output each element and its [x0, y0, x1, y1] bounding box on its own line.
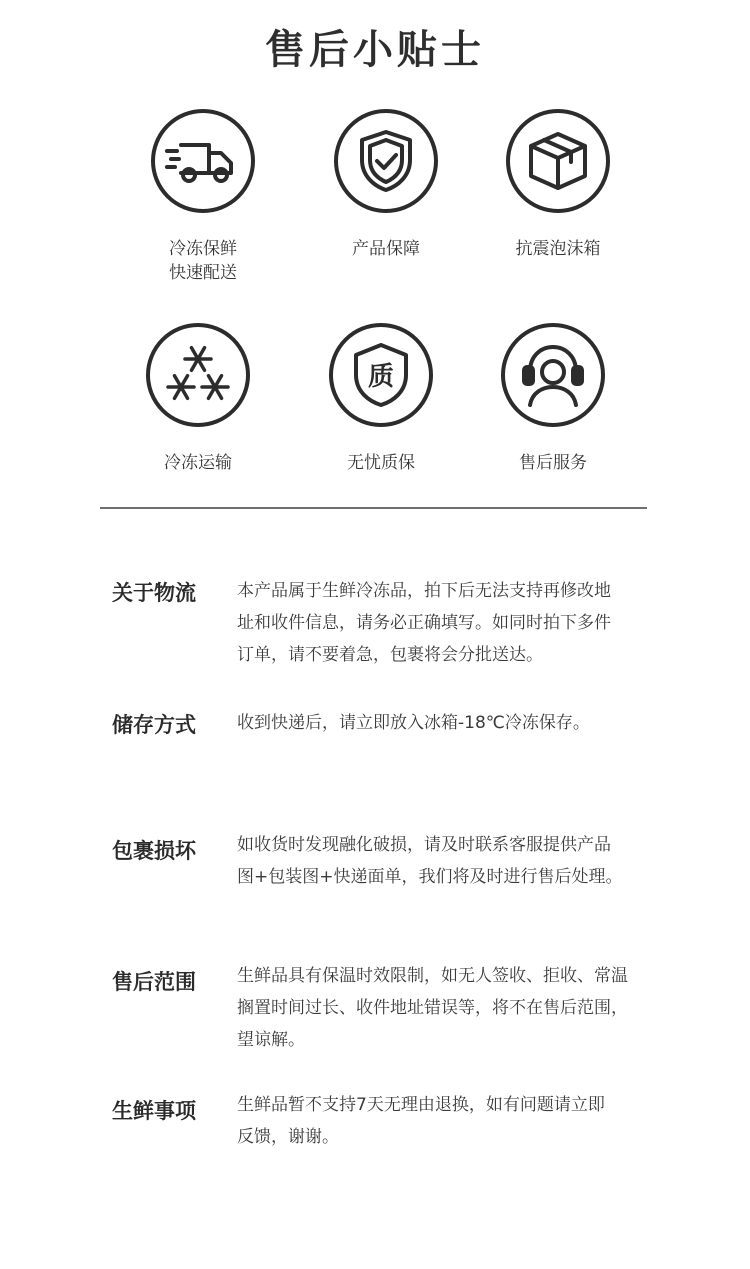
info-text: 生鲜品暂不支持7天无理由退换，如有问题请立即 反馈，谢谢。 [237, 1095, 605, 1147]
info-heading: 包裹损坏 [112, 839, 196, 863]
feature-icon-circle [501, 323, 605, 427]
feature-product-guarantee [286, 109, 486, 261]
info-heading: 关于物流 [112, 581, 196, 605]
quality-badge-text: 质 [367, 362, 395, 392]
info-text: 本产品属于生鲜冷冻品，拍下后无法支持再修改地 址和收件信息，请务必正确填写。如同时拍下多件 订单，请不要着急，包裹将会分批送达。 [237, 581, 611, 665]
feature-icon-circle [329, 323, 433, 427]
info-heading: 售后范围 [112, 970, 196, 994]
page-title: 售后小贴士 [265, 27, 485, 73]
feature-label: 无忧质保 [347, 453, 415, 473]
section-divider [100, 507, 647, 509]
feature-label: 抗震泡沫箱 [515, 239, 601, 259]
info-text: 生鲜品具有保温时效限制，如无人签收、拒收、常温 搁置时间过长、收件地址错误等，将不在售后范围， 望谅解。 [237, 966, 628, 1050]
headset-service-icon [516, 341, 590, 409]
info-heading: 生鲜事项 [112, 1099, 196, 1123]
info-heading: 储存方式 [112, 713, 196, 737]
feature-foam-box [458, 109, 658, 261]
feature-label: 售后服务 [519, 453, 587, 473]
feature-icon-circle [146, 323, 250, 427]
info-text: 如收货时发现融化破损，请及时联系客服提供产品 图+包装图+快递面单，我们将及时进行售后处理。 [237, 835, 623, 887]
feature-label: 冷冻保鲜 快速配送 [169, 239, 237, 283]
info-text: 收到快递后，请立即放入冰箱-18℃冷冻保存。 [237, 713, 590, 733]
feature-cold-delivery [103, 109, 303, 285]
snowflake-icon [161, 342, 235, 408]
feature-icon-circle [151, 109, 255, 213]
feature-label: 冷冻运输 [164, 453, 232, 473]
feature-cold-transport [98, 323, 298, 475]
shield-check-icon [356, 128, 416, 194]
feature-worry-free-warranty [281, 323, 481, 475]
feature-icon-circle [334, 109, 438, 213]
feature-after-sales [453, 323, 653, 475]
quality-shield-icon [350, 341, 412, 409]
delivery-truck-icon [165, 131, 241, 191]
feature-icon-circle [506, 109, 610, 213]
box-icon [525, 128, 591, 194]
feature-label: 产品保障 [352, 239, 420, 259]
